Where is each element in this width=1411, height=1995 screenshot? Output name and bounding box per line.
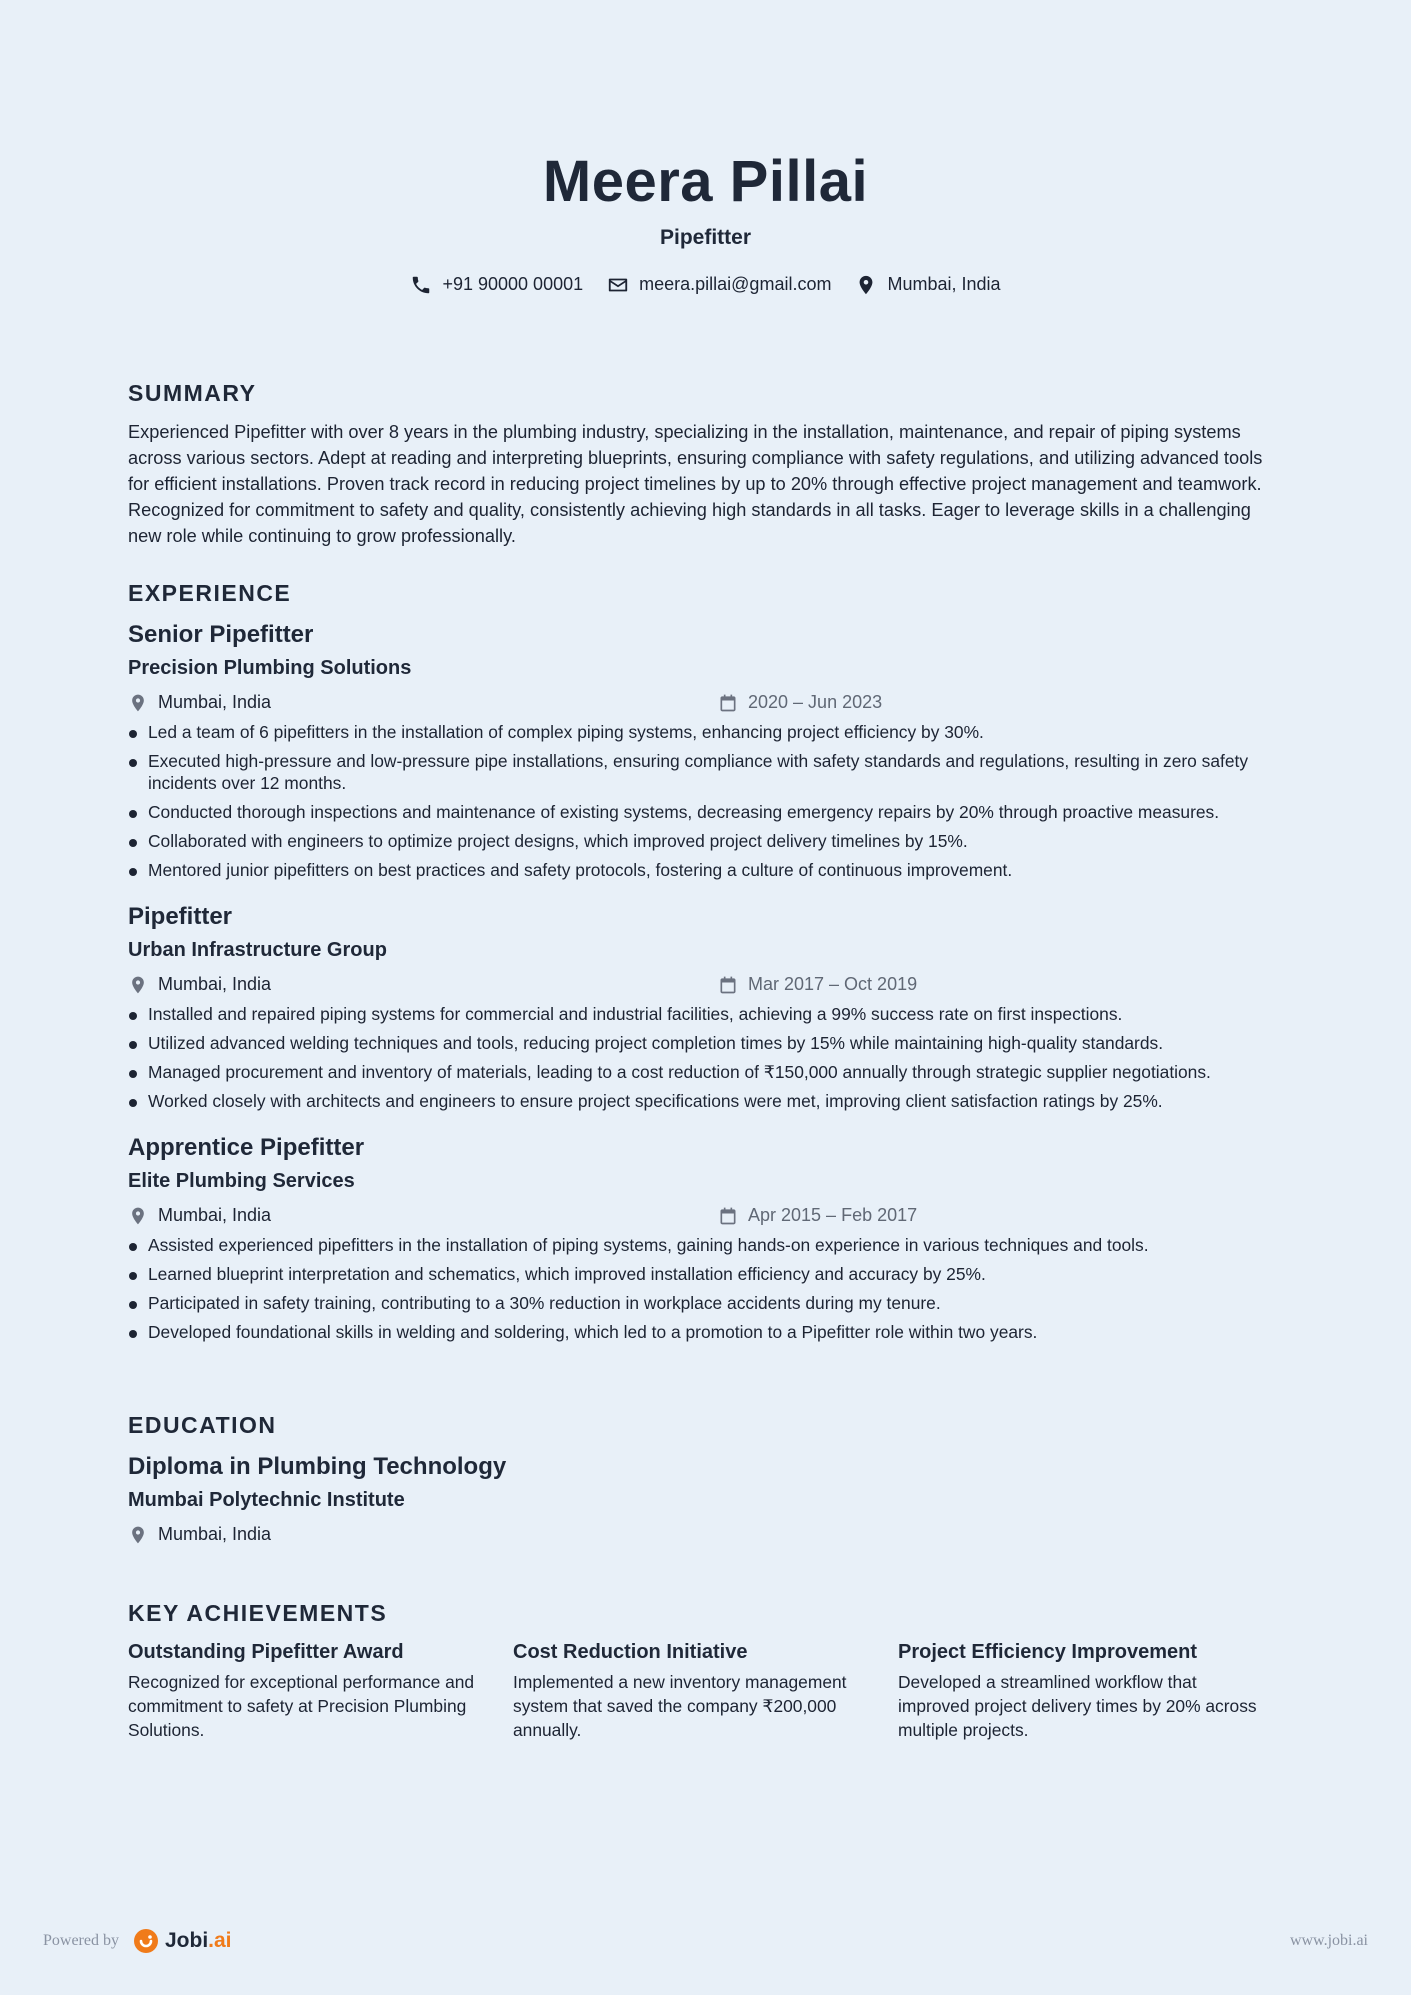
contact-email[interactable]	[607, 274, 831, 296]
list-item: Worked closely with architects and engineers to ensure project specifications were met, improving client satisfaction ratings by 25%.	[128, 1090, 1283, 1112]
summary-section	[128, 380, 1283, 549]
achievement-card	[128, 1641, 513, 1742]
job-bullets	[128, 1234, 1283, 1343]
list-item: Learned blueprint interpretation and schematics, which improved installation efficiency and accuracy by 25%.	[128, 1263, 1283, 1285]
contact-phone[interactable]	[410, 274, 583, 296]
list-item: Utilized advanced welding techniques and tools, reducing project completion times by 15% while maintaining high-quality standards.	[128, 1032, 1283, 1054]
candidate-name: Meera Pillai	[542, 149, 869, 214]
achievement-card	[898, 1641, 1283, 1742]
list-item: Installed and repaired piping systems for commercial and industrial facilities, achieving a 99% success rate on first inspections.	[128, 1003, 1283, 1025]
job-dates	[718, 974, 917, 995]
job-company: Elite Plumbing Services	[128, 1170, 355, 1192]
achievement-title: Cost Reduction Initiative	[513, 1641, 748, 1663]
location-pin-icon	[128, 1206, 148, 1226]
education-section	[128, 1412, 1283, 1545]
job-title: Apprentice Pipefitter	[128, 1134, 365, 1161]
job-location	[128, 1205, 718, 1226]
job-entry	[128, 1134, 1283, 1343]
location-text: Mumbai, India	[887, 274, 1001, 295]
job-dates-text: Apr 2015 – Feb 2017	[748, 1205, 918, 1225]
job-entry	[128, 621, 1283, 881]
achievement-card	[513, 1641, 898, 1742]
location-pin-icon	[128, 975, 148, 995]
powered-by-label: Powered by	[43, 1932, 119, 1949]
job-meta	[128, 1205, 1283, 1226]
candidate-role: Pipefitter	[659, 225, 751, 249]
achievement-title: Outstanding Pipefitter Award	[128, 1641, 404, 1663]
achievement-desc: Recognized for exceptional performance and commitment to safety at Precision Plumbing Solutions.	[128, 1672, 475, 1740]
powered-by	[43, 1928, 232, 1954]
jobi-logo-icon	[133, 1928, 159, 1954]
job-location-text: Mumbai, India	[158, 692, 272, 712]
job-dates	[718, 1205, 917, 1226]
achievement-desc: Implemented a new inventory management system that saved the company ₹200,000 annually.	[513, 1672, 847, 1740]
list-item: Managed procurement and inventory of materials, leading to a cost reduction of ₹150,000 annually through strategic supplier negotiations.	[128, 1061, 1283, 1083]
list-item: Developed foundational skills in welding and soldering, which led to a promotion to a Pipefitter role within two years.	[128, 1321, 1283, 1343]
resume-header	[128, 0, 1283, 296]
list-item: Mentored junior pipefitters on best practices and safety protocols, fostering a culture of continuous improvement.	[128, 859, 1283, 881]
contact-location	[855, 274, 1000, 296]
location-pin-icon	[855, 274, 877, 296]
achievement-title: Project Efficiency Improvement	[898, 1641, 1197, 1663]
list-item: Assisted experienced pipefitters in the installation of piping systems, gaining hands-on experience in various techniques and tools.	[128, 1234, 1283, 1256]
achievements-heading: KEY ACHIEVEMENTS	[128, 1600, 388, 1626]
job-bullets	[128, 721, 1283, 881]
experience-section	[128, 580, 1283, 1350]
email-text: meera.pillai@gmail.com	[639, 274, 832, 295]
degree-title: Diploma in Plumbing Technology	[128, 1453, 507, 1480]
contact-bar	[128, 274, 1283, 296]
achievements-section	[128, 1600, 1283, 1742]
list-item: Led a team of 6 pipefitters in the installation of complex piping systems, enhancing project efficiency by 30%.	[128, 721, 1283, 743]
phone-text: +91 90000 00001	[442, 274, 584, 295]
job-meta	[128, 692, 1283, 713]
job-dates-text: 2020 – Jun 2023	[748, 692, 883, 712]
list-item: Collaborated with engineers to optimize project designs, which improved project delivery timelines by 15%.	[128, 830, 1283, 852]
education-meta	[128, 1524, 1283, 1545]
achievements-grid	[128, 1641, 1283, 1742]
list-item: Executed high-pressure and low-pressure pipe installations, ensuring compliance with safety standards and regulations, resulting in zero safety incidents over 12 months.	[128, 750, 1283, 794]
job-bullets	[128, 1003, 1283, 1112]
calendar-icon	[718, 975, 738, 995]
job-dates-text: Mar 2017 – Oct 2019	[748, 974, 918, 994]
brand-logo[interactable]	[133, 1928, 232, 1954]
education-location	[128, 1524, 718, 1545]
footer-site-link[interactable]: www.jobi.ai	[1289, 1932, 1368, 1949]
institute-name: Mumbai Polytechnic Institute	[128, 1489, 405, 1511]
job-company: Precision Plumbing Solutions	[128, 657, 412, 679]
list-item: Participated in safety training, contributing to a 30% reduction in workplace accidents during my tenure.	[128, 1292, 1283, 1314]
job-location-text: Mumbai, India	[158, 1205, 272, 1225]
job-title: Pipefitter	[128, 903, 233, 930]
brand-main: Jobi	[164, 1929, 209, 1952]
job-title: Senior Pipefitter	[128, 621, 314, 648]
calendar-icon	[718, 693, 738, 713]
location-pin-icon	[128, 693, 148, 713]
job-dates	[718, 692, 882, 713]
achievement-desc: Developed a streamlined workflow that improved project delivery times by 20% across multiple projects.	[898, 1672, 1257, 1740]
job-location	[128, 974, 718, 995]
job-entry	[128, 903, 1283, 1112]
summary-heading: SUMMARY	[128, 380, 257, 406]
job-company: Urban Infrastructure Group	[128, 939, 387, 961]
education-location-text: Mumbai, India	[158, 1524, 272, 1544]
envelope-icon	[607, 274, 629, 296]
experience-heading: EXPERIENCE	[128, 580, 292, 606]
location-pin-icon	[128, 1525, 148, 1545]
job-location-text: Mumbai, India	[158, 974, 272, 994]
job-meta	[128, 974, 1283, 995]
summary-text: Experienced Pipefitter with over 8 years in the plumbing industry, specializing in the installation, maintenance, and repair of piping systems across various sectors. Adept at reading and interpreting blueprints, ensuring compliance with safety regulations, and utilizing advanced tools for efficient installations. Proven track record in reducing project timelines by up to 20% through effective project management and teamwork. Recognized for commitment to safety and quality, consistently achieving high standards in all tasks. Eager to leverage skills in a challenging new role while continuing to grow professionally.	[128, 422, 1263, 546]
phone-icon	[410, 274, 432, 296]
page-footer	[43, 1928, 1368, 1954]
resume-page	[128, 0, 1283, 1740]
education-heading: EDUCATION	[128, 1412, 277, 1438]
job-location	[128, 692, 718, 713]
calendar-icon	[718, 1206, 738, 1226]
list-item: Conducted thorough inspections and maintenance of existing systems, decreasing emergency repairs by 20% through proactive measures.	[128, 801, 1283, 823]
brand-suffix: .ai	[208, 1929, 232, 1952]
education-entry	[128, 1453, 1283, 1545]
